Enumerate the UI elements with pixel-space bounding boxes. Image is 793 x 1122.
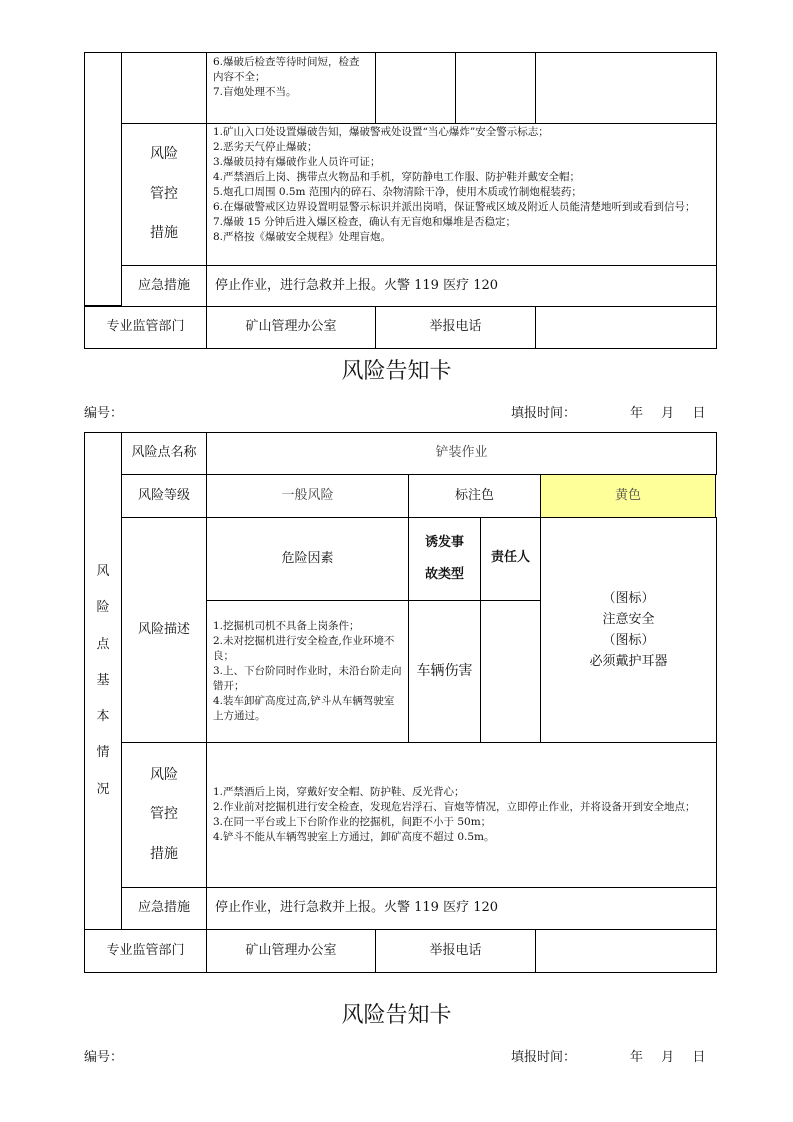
mark-color-value: 黄色 bbox=[540, 474, 716, 518]
label-part: 风险 bbox=[150, 766, 178, 783]
responsible-value bbox=[480, 600, 541, 743]
date-day: 日 bbox=[692, 406, 706, 421]
label-part: 措施 bbox=[150, 845, 178, 862]
side-char: 况 bbox=[96, 781, 110, 797]
hazard-factors-cell bbox=[206, 600, 409, 743]
hazard-item: 6.爆破后检查等待时间短，检查内容不全； bbox=[213, 56, 360, 83]
hazard-factors-cell bbox=[206, 52, 376, 124]
risk-point-name-label: 风险点名称 bbox=[121, 432, 207, 475]
card-title: 风险告知卡 bbox=[341, 359, 452, 384]
label-part: 管控 bbox=[150, 185, 178, 202]
measure-item: 3.爆破员持有爆破作业人员许可证； bbox=[213, 156, 381, 168]
hazard-item: 1.挖掘机司机不具备上岗条件； bbox=[213, 620, 360, 632]
label-part: 措施 bbox=[150, 225, 178, 242]
date-month: 月 bbox=[661, 1050, 675, 1065]
control-measures-text bbox=[206, 742, 717, 888]
measure-item: 1.严禁酒后上岗，穿戴好安全帽、防护鞋、反光背心； bbox=[213, 786, 465, 798]
side-char: 情 bbox=[96, 745, 110, 761]
phone-label: 举报电话 bbox=[375, 306, 536, 349]
measure-item: 7.爆破 15 分钟后进入爆区检查，确认有无盲炮和爆堆是否稳定； bbox=[213, 216, 517, 228]
hazard-item: 3.上、下台阶同时作业时，未沿台阶走向错开； bbox=[213, 665, 402, 692]
number-label: 编号： bbox=[84, 1050, 124, 1065]
side-char: 本 bbox=[96, 709, 110, 725]
measure-item: 8.严格按《爆破安全规程》处理盲炮。 bbox=[213, 231, 392, 243]
sign-caution-text: 注意安全 bbox=[602, 612, 655, 627]
hazard-item: 2.未对挖掘机进行安全检查,作业环境不良； bbox=[213, 635, 395, 662]
date-parts bbox=[616, 1046, 705, 1065]
measure-item: 3.在同一平台或上下台阶作业的挖掘机，间距不小于 50m； bbox=[213, 816, 492, 828]
header-part: 故类型 bbox=[424, 567, 464, 582]
phone-value bbox=[535, 306, 717, 349]
dept-value: 矿山管理办公室 bbox=[206, 929, 376, 973]
date-month: 月 bbox=[661, 406, 675, 421]
phone-label: 举报电话 bbox=[375, 929, 536, 973]
accident-type-header bbox=[408, 517, 481, 601]
dept-label: 专业监管部门 bbox=[84, 306, 207, 349]
signs-cell bbox=[535, 52, 717, 124]
responsible-cell bbox=[455, 52, 536, 124]
accident-type-value: 车辆伤害 bbox=[408, 600, 481, 743]
date-year: 年 bbox=[630, 406, 644, 421]
risk-level-label: 风险等级 bbox=[121, 474, 207, 518]
mark-color-label: 标注色 bbox=[408, 474, 541, 518]
side-char: 点 bbox=[96, 636, 110, 652]
emergency-text: 停止作业，进行急救并上报。火警 119 医疗 120 bbox=[206, 265, 717, 307]
safety-signs-cell bbox=[540, 517, 717, 743]
sign-icon-placeholder: （图标） bbox=[602, 591, 655, 606]
side-char: 险 bbox=[96, 600, 110, 616]
side-char: 风 bbox=[96, 564, 110, 580]
sign-ear-protection-text: 必须戴护耳器 bbox=[589, 654, 668, 669]
header-part: 诱发事 bbox=[424, 534, 464, 550]
sign-icon-placeholder: （图标） bbox=[602, 633, 655, 648]
emergency-label: 应急措施 bbox=[121, 265, 207, 307]
emergency-label: 应急措施 bbox=[121, 887, 207, 930]
label-part: 风险 bbox=[150, 146, 178, 163]
control-measures-label bbox=[121, 742, 207, 888]
date-day: 日 bbox=[692, 1050, 706, 1065]
measure-item: 4.铲斗不能从车辆驾驶室上方通过，卸矿高度不超过 0.5m。 bbox=[213, 831, 495, 843]
side-label-cell bbox=[84, 52, 122, 306]
phone-value bbox=[535, 929, 717, 973]
side-label-risk-point-basic-info bbox=[84, 432, 122, 930]
risk-point-name-value: 铲装作业 bbox=[206, 432, 717, 475]
date-parts bbox=[616, 402, 705, 421]
side-char: 基 bbox=[96, 672, 110, 688]
responsible-header: 责任人 bbox=[480, 517, 541, 601]
date-label: 填报时间： bbox=[511, 1050, 577, 1065]
hazard-item: 4.装车卸矿高度过高,铲斗从车辆驾驶室上方通过。 bbox=[213, 695, 395, 722]
dept-value: 矿山管理办公室 bbox=[206, 306, 376, 349]
measure-item: 5.炮孔口周围 0.5m 范围内的碎石、杂物清除干净，使用木质或竹制炮棍装药； bbox=[213, 186, 582, 198]
risk-level-value: 一般风险 bbox=[206, 474, 409, 518]
control-measures-label bbox=[121, 123, 207, 266]
measure-item: 2.作业前对挖掘机进行安全检查，发现危岩浮石、盲炮等情况，立即停止作业，并将设备开到安全地点； bbox=[213, 801, 696, 813]
accident-type-cell bbox=[375, 52, 456, 124]
measure-item: 6.在爆破警戒区边界设置明显警示标识并派出岗哨，保证警戒区域及附近人员能清楚地听到或看到信号； bbox=[213, 201, 696, 213]
date-label: 填报时间： bbox=[511, 406, 577, 421]
label-part: 管控 bbox=[150, 806, 178, 823]
risk-desc-label: 风险描述 bbox=[121, 517, 207, 743]
measure-item: 2.恶劣天气停止爆破； bbox=[213, 141, 318, 153]
hazard-header: 危险因素 bbox=[206, 517, 409, 601]
dept-label: 专业监管部门 bbox=[84, 929, 207, 973]
risk-desc-label-cell bbox=[121, 52, 207, 124]
control-measures-text bbox=[206, 123, 717, 266]
date-year: 年 bbox=[630, 1050, 644, 1065]
emergency-text: 停止作业，进行急救并上报。火警 119 医疗 120 bbox=[206, 887, 717, 930]
hazard-item: 7.盲炮处理不当。 bbox=[213, 86, 297, 98]
number-label: 编号： bbox=[84, 406, 124, 421]
measure-item: 1.矿山入口处设置爆破告知，爆破警戒处设置“当心爆炸”安全警示标志； bbox=[213, 126, 549, 138]
measure-item: 4.严禁酒后上岗、携带点火物品和手机，穿防静电工作服、防护鞋并戴安全帽； bbox=[213, 171, 581, 183]
card-title: 风险告知卡 bbox=[341, 1003, 452, 1028]
